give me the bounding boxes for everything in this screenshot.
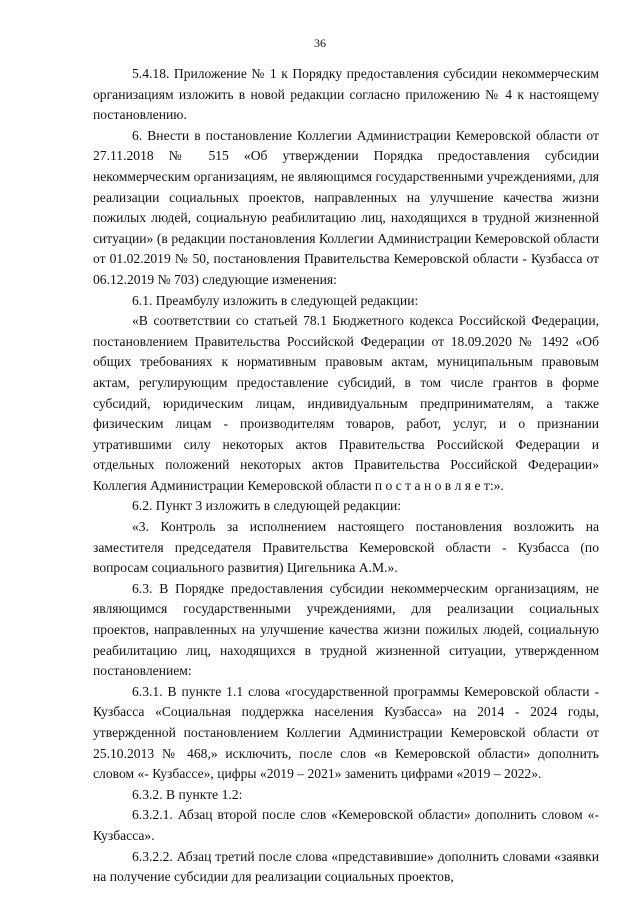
paragraph-6-3-1: 6.3.1. В пункте 1.1 слова «государственной программы Кемеровской области - Кузбасса «Социальная поддержка населения Кузбасса» на 2014 - 2024 годы, утвержденной постановлением Коллегии Администрации Кемеровской области от 25.10.2013 № 468,» исключить, после слов «в Кемеровской области» дополнить словом «- Кузбассе», цифры «2019 – 2021» заменить цифрами «2019 – 2022». [93, 683, 599, 782]
paragraph-6: 6. Внести в постановление Коллегии Администрации Кемеровской области от 27.11.2018 № 515 «Об утверждении Порядка предоставления субсидии некоммерческим организациям, не являющимся государственными учреждениями, для реализации социальных проектов, направленных на улучшение качества жизни пожилых людей, социальную реабилитацию лиц, находящихся в трудной жизненной ситуации» (в редакции постановления Коллегии Администрации Кемеровской области от 01.02.2019 № 50, постановления Правительства Кемеровской области - Кузбасса от 06.12.2019 № 703) следующие изменения: [93, 127, 599, 287]
paragraph-point-3-quote: «3. Контроль за исполнением настоящего постановления возложить на заместителя председателя Правительства Кемеровской области - Кузбасса (по вопросам социального развития) Цигельника А.М.». [93, 519, 599, 576]
paragraph-6-2: 6.2. Пункт 3 изложить в следующей редакции: [132, 498, 402, 514]
paragraph-preamble-quote: «В соответствии со статьей 78.1 Бюджетного кодекса Российской Федерации, постановлением Правительства Российской Федерации от 18.09.2020 № 1492 «Об общих требованиях к нормативным правовым актам, муниципальным правовым актам, регулирующим предоставление субсидий, в том числе грантов в форме субсидий, юридическим лицам, индивидуальным предпринимателям, а также физическим лицам - производителям товаров, работ, услуг, и о признании утратившими силу некоторых актов Правительства Российской Федерации и отдельных положений некоторых актов Правительства Российской Федерации» Коллегия Администрации Кемеровской области п о с т а н о в л я е т:». [93, 313, 599, 493]
document-body [93, 64, 599, 888]
paragraph-6-1: 6.1. Преамбулу изложить в следующей редакции: [132, 292, 419, 308]
paragraph-6-3-2: 6.3.2. В пункте 1.2: [132, 786, 243, 802]
paragraph-6-3: 6.3. В Порядке предоставления субсидии некоммерческим организациям, не являющимся государственными учреждениями, для реализации социальных проектов, направленных на улучшение качества жизни пожилых людей, социальную реабилитацию лиц, находящихся в трудной жизненной ситуации, утвержденном постановлением: [93, 580, 599, 679]
paragraph-5-4-18: 5.4.18. Приложение № 1 к Порядку предоставления субсидии некоммерческим организациям изложить в новой редакции согласно приложению № 4 к настоящему постановлению. [93, 66, 599, 123]
paragraph-6-3-2-2: 6.3.2.2. Абзац третий после слова «представившие» дополнить словами «заявки на получение субсидии для реализации социальных проектов, [93, 848, 599, 885]
paragraph-6-3-2-1: 6.3.2.1. Абзац второй после слов «Кемеровской области» дополнить словом «- Кузбасса». [93, 807, 599, 843]
page-number: 36 [314, 36, 326, 50]
